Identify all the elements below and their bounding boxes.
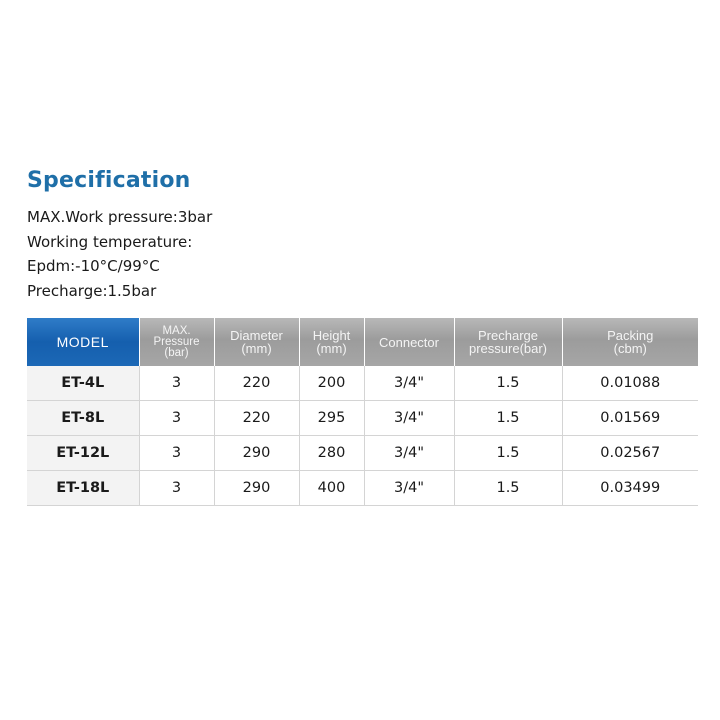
spec-line-working-temperature: Working temperature:	[27, 232, 193, 251]
cell-packing: 0.01569	[562, 401, 698, 436]
cell-precharge: 1.5	[454, 471, 562, 506]
cell-diameter: 290	[214, 436, 299, 471]
header-packing	[562, 318, 698, 366]
cell-diameter: 220	[214, 401, 299, 436]
cell-model: ET-18L	[27, 471, 139, 506]
cell-connector: 3/4"	[364, 436, 454, 471]
header-model-label: MODEL	[56, 333, 109, 350]
cell-packing: 0.01088	[562, 366, 698, 401]
cell-model: ET-4L	[27, 366, 139, 401]
header-max-pressure-line1: MAX.	[162, 324, 191, 337]
cell-height: 200	[299, 366, 364, 401]
page-title: Specification	[27, 168, 191, 193]
spec-line-epdm: Epdm:-10°C/99°C	[27, 257, 160, 275]
cell-max-pressure: 3	[139, 471, 214, 506]
header-height-line2: (mm)	[316, 341, 347, 356]
cell-max-pressure: 3	[139, 401, 214, 436]
header-precharge-line2: pressure(bar)	[468, 341, 548, 356]
header-height	[299, 318, 364, 366]
spec-list	[27, 206, 212, 304]
table-row	[27, 436, 698, 471]
header-diameter-line1: Diameter	[230, 328, 283, 343]
cell-precharge: 1.5	[454, 401, 562, 436]
header-height-line1: Height	[312, 328, 351, 343]
table-header-row	[27, 318, 698, 366]
cell-packing: 0.03499	[562, 471, 698, 506]
header-diameter-line2: (mm)	[241, 341, 272, 356]
table-row	[27, 366, 698, 401]
cell-precharge: 1.5	[454, 436, 562, 471]
cell-diameter: 290	[214, 471, 299, 506]
header-diameter	[214, 318, 299, 366]
table-row	[27, 401, 698, 436]
header-model	[27, 318, 139, 366]
header-packing-line2: (cbm)	[613, 341, 647, 356]
cell-height: 280	[299, 436, 364, 471]
cell-connector: 3/4"	[364, 366, 454, 401]
header-connector	[364, 318, 454, 366]
cell-model: ET-12L	[27, 436, 139, 471]
header-packing-line1: Packing	[607, 328, 654, 343]
header-precharge	[454, 318, 562, 366]
cell-height: 295	[299, 401, 364, 436]
header-max-pressure	[139, 318, 214, 366]
header-max-pressure-line3: (bar)	[164, 346, 189, 359]
header-max-pressure-line2: Pressure	[153, 335, 200, 348]
cell-height: 400	[299, 471, 364, 506]
cell-diameter: 220	[214, 366, 299, 401]
spec-table	[27, 318, 698, 506]
header-precharge-line1: Precharge	[478, 328, 538, 343]
cell-max-pressure: 3	[139, 436, 214, 471]
cell-packing: 0.02567	[562, 436, 698, 471]
cell-connector: 3/4"	[364, 401, 454, 436]
cell-model: ET-8L	[27, 401, 139, 436]
header-connector-label: Connector	[379, 334, 439, 350]
cell-precharge: 1.5	[454, 366, 562, 401]
spec-line-max-pressure: MAX.Work pressure:3bar	[27, 208, 213, 226]
cell-max-pressure: 3	[139, 366, 214, 401]
spec-line-precharge: Precharge:1.5bar	[27, 281, 157, 300]
cell-connector: 3/4"	[364, 471, 454, 506]
table-row	[27, 471, 698, 506]
